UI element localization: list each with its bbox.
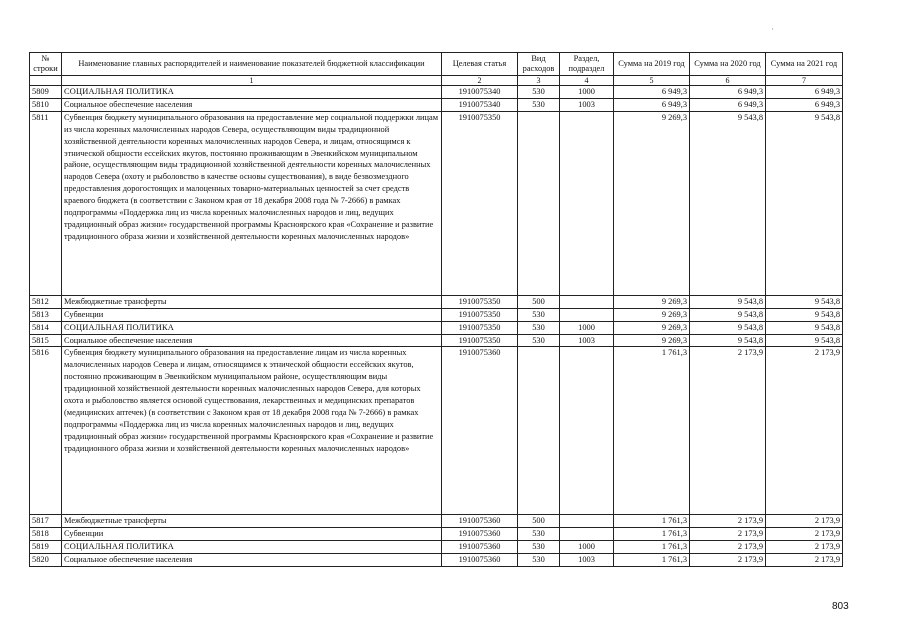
row-type: 530 xyxy=(518,86,560,99)
table-row xyxy=(30,111,843,295)
header-row-no: № строки xyxy=(30,53,62,76)
table-row xyxy=(30,308,843,321)
row-article: 1910075360 xyxy=(442,554,518,567)
header-sum-2020: Сумма на 2020 год xyxy=(690,53,766,76)
row-sum-2021: 2 173,9 xyxy=(766,541,843,554)
header-target-article: Целевая статья xyxy=(442,53,518,76)
row-sum-2021: 9 543,8 xyxy=(766,111,843,295)
row-sum-2020: 9 543,8 xyxy=(690,295,766,308)
table-row xyxy=(30,98,843,111)
row-name: Межбюджетные трансферты xyxy=(62,515,442,528)
page-number: 803 xyxy=(832,601,849,612)
row-type: 530 xyxy=(518,541,560,554)
table-row xyxy=(30,347,843,515)
row-type: 530 xyxy=(518,98,560,111)
header-expense-type: Вид расходов xyxy=(518,53,560,76)
column-number: 5 xyxy=(614,76,690,86)
row-sum-2020: 9 543,8 xyxy=(690,111,766,295)
row-type: 530 xyxy=(518,321,560,334)
row-sum-2020: 6 949,3 xyxy=(690,98,766,111)
header-sum-2019: Сумма на 2019 год xyxy=(614,53,690,76)
row-sum-2019: 1 761,3 xyxy=(614,515,690,528)
table-header-row xyxy=(30,53,843,76)
row-number: 5814 xyxy=(30,321,62,334)
column-number xyxy=(30,76,62,86)
row-name: Социальное обеспечение населения xyxy=(62,554,442,567)
row-type: 530 xyxy=(518,528,560,541)
column-number-row xyxy=(30,76,843,86)
row-number: 5810 xyxy=(30,98,62,111)
row-article: 1910075350 xyxy=(442,308,518,321)
row-section xyxy=(560,515,614,528)
row-article: 1910075340 xyxy=(442,98,518,111)
row-section: 1000 xyxy=(560,541,614,554)
row-name: Социальное обеспечение населения xyxy=(62,98,442,111)
row-sum-2021: 2 173,9 xyxy=(766,515,843,528)
row-number: 5820 xyxy=(30,554,62,567)
row-sum-2020: 6 949,3 xyxy=(690,86,766,99)
row-sum-2020: 2 173,9 xyxy=(690,515,766,528)
row-type: 530 xyxy=(518,334,560,347)
row-sum-2019: 1 761,3 xyxy=(614,554,690,567)
row-article: 1910075360 xyxy=(442,515,518,528)
table-row xyxy=(30,334,843,347)
row-section xyxy=(560,111,614,295)
corner-mark: · xyxy=(771,24,774,34)
row-sum-2020: 9 543,8 xyxy=(690,334,766,347)
table-row xyxy=(30,528,843,541)
row-type xyxy=(518,347,560,515)
row-section: 1003 xyxy=(560,334,614,347)
row-name: Субвенция бюджету муниципального образования на предоставление мер социальной поддержки лицам из числа коренных малочисленных народов Севера, осуществляющим виды традиционной хозяйственной деятельности коренных малочисленных народов Севера, и лицам, относящимся к этнической общности ессейских якутов, постоянно проживающим в Эвенкийском муниципальном районе, осуществляющим виды традиционной хозяйственной деятельности коренных малочисленных народов Севера (охоту и рыболовство в качестве основы существования), в виде безвозмездного предоставления дорогостоящих и малоценных товарно-материальных ценностей за счет средств краевого бюджета (в соответствии с Законом края от 18 декабря 2008 года № 7-2666) в рамках подпрограммы «Поддержка лиц из числа коренных малочисленных народов и лиц, ведущих традиционный образ жизни» государственной программы Красноярского края «Сохранение и развитие традиционного образа жизни и хозяйственной деятельности коренных малочисленных народов» xyxy=(62,111,442,295)
budget-table xyxy=(29,52,843,567)
row-type: 530 xyxy=(518,554,560,567)
row-number: 5815 xyxy=(30,334,62,347)
row-sum-2020: 2 173,9 xyxy=(690,347,766,515)
row-sum-2020: 2 173,9 xyxy=(690,541,766,554)
row-name: Субвенция бюджету муниципального образования на предоставление лицам из числа коренных малочисленных народов Севера и лицам, относящимся к этнической общности ессейских якутов, постоянно проживающим в Эвенкийском муниципальном районе, осуществляющим виды традиционной хозяйственной деятельности коренных малочисленных народов Севера, для которых охота и рыболовство является основой существования, лекарственных и медицинских препаратов (медицинских аптечек) (в соответствии с Законом края от 18 декабря 2008 года № 7-2666) в рамках подпрограммы «Поддержка лиц из числа коренных малочисленных народов и лиц, ведущих традиционный образ жизни» государственной программы Красноярского края «Сохранение и развитие традиционного образа жизни и хозяйственной деятельности коренных малочисленных народов» xyxy=(62,347,442,515)
row-sum-2021: 9 543,8 xyxy=(766,334,843,347)
row-sum-2020: 9 543,8 xyxy=(690,308,766,321)
row-name: СОЦИАЛЬНАЯ ПОЛИТИКА xyxy=(62,541,442,554)
row-number: 5816 xyxy=(30,347,62,515)
row-article: 1910075360 xyxy=(442,541,518,554)
row-sum-2021: 6 949,3 xyxy=(766,86,843,99)
column-number: 2 xyxy=(442,76,518,86)
row-number: 5811 xyxy=(30,111,62,295)
row-sum-2019: 9 269,3 xyxy=(614,111,690,295)
row-name: Межбюджетные трансферты xyxy=(62,295,442,308)
row-type: 500 xyxy=(518,295,560,308)
header-sum-2021: Сумма на 2021 год xyxy=(766,53,843,76)
row-sum-2019: 1 761,3 xyxy=(614,541,690,554)
row-sum-2021: 9 543,8 xyxy=(766,295,843,308)
row-article: 1910075350 xyxy=(442,334,518,347)
header-name: Наименование главных распорядителей и наименование показателей бюджетной классификации xyxy=(62,53,442,76)
row-sum-2019: 9 269,3 xyxy=(614,295,690,308)
row-sum-2019: 9 269,3 xyxy=(614,321,690,334)
row-number: 5818 xyxy=(30,528,62,541)
column-number: 4 xyxy=(560,76,614,86)
column-number: 6 xyxy=(690,76,766,86)
table-row xyxy=(30,321,843,334)
row-section xyxy=(560,347,614,515)
column-number: 7 xyxy=(766,76,843,86)
row-name: Субвенции xyxy=(62,308,442,321)
row-sum-2020: 2 173,9 xyxy=(690,554,766,567)
table-row xyxy=(30,541,843,554)
row-name: СОЦИАЛЬНАЯ ПОЛИТИКА xyxy=(62,321,442,334)
row-sum-2021: 6 949,3 xyxy=(766,98,843,111)
row-name: СОЦИАЛЬНАЯ ПОЛИТИКА xyxy=(62,86,442,99)
row-article: 1910075350 xyxy=(442,111,518,295)
row-number: 5817 xyxy=(30,515,62,528)
row-article: 1910075360 xyxy=(442,347,518,515)
table-row xyxy=(30,86,843,99)
row-type: 500 xyxy=(518,515,560,528)
column-number: 3 xyxy=(518,76,560,86)
row-sum-2019: 1 761,3 xyxy=(614,528,690,541)
column-number: 1 xyxy=(62,76,442,86)
row-sum-2020: 2 173,9 xyxy=(690,528,766,541)
table-row xyxy=(30,515,843,528)
row-number: 5812 xyxy=(30,295,62,308)
row-article: 1910075360 xyxy=(442,528,518,541)
row-type xyxy=(518,111,560,295)
row-name: Социальное обеспечение населения xyxy=(62,334,442,347)
row-sum-2019: 9 269,3 xyxy=(614,308,690,321)
header-section: Раздел, подраздел xyxy=(560,53,614,76)
row-section: 1003 xyxy=(560,98,614,111)
row-sum-2021: 2 173,9 xyxy=(766,554,843,567)
row-number: 5813 xyxy=(30,308,62,321)
row-sum-2019: 6 949,3 xyxy=(614,98,690,111)
row-name: Субвенции xyxy=(62,528,442,541)
row-sum-2019: 6 949,3 xyxy=(614,86,690,99)
row-sum-2021: 2 173,9 xyxy=(766,347,843,515)
row-type: 530 xyxy=(518,308,560,321)
row-sum-2019: 9 269,3 xyxy=(614,334,690,347)
row-section: 1003 xyxy=(560,554,614,567)
row-article: 1910075350 xyxy=(442,295,518,308)
row-article: 1910075350 xyxy=(442,321,518,334)
row-section: 1000 xyxy=(560,321,614,334)
row-section: 1000 xyxy=(560,86,614,99)
row-number: 5809 xyxy=(30,86,62,99)
row-section xyxy=(560,308,614,321)
row-sum-2021: 2 173,9 xyxy=(766,528,843,541)
row-sum-2019: 1 761,3 xyxy=(614,347,690,515)
row-article: 1910075340 xyxy=(442,86,518,99)
table-row xyxy=(30,554,843,567)
row-sum-2020: 9 543,8 xyxy=(690,321,766,334)
row-sum-2021: 9 543,8 xyxy=(766,321,843,334)
row-section xyxy=(560,295,614,308)
row-sum-2021: 9 543,8 xyxy=(766,308,843,321)
row-number: 5819 xyxy=(30,541,62,554)
row-section xyxy=(560,528,614,541)
table-row xyxy=(30,295,843,308)
